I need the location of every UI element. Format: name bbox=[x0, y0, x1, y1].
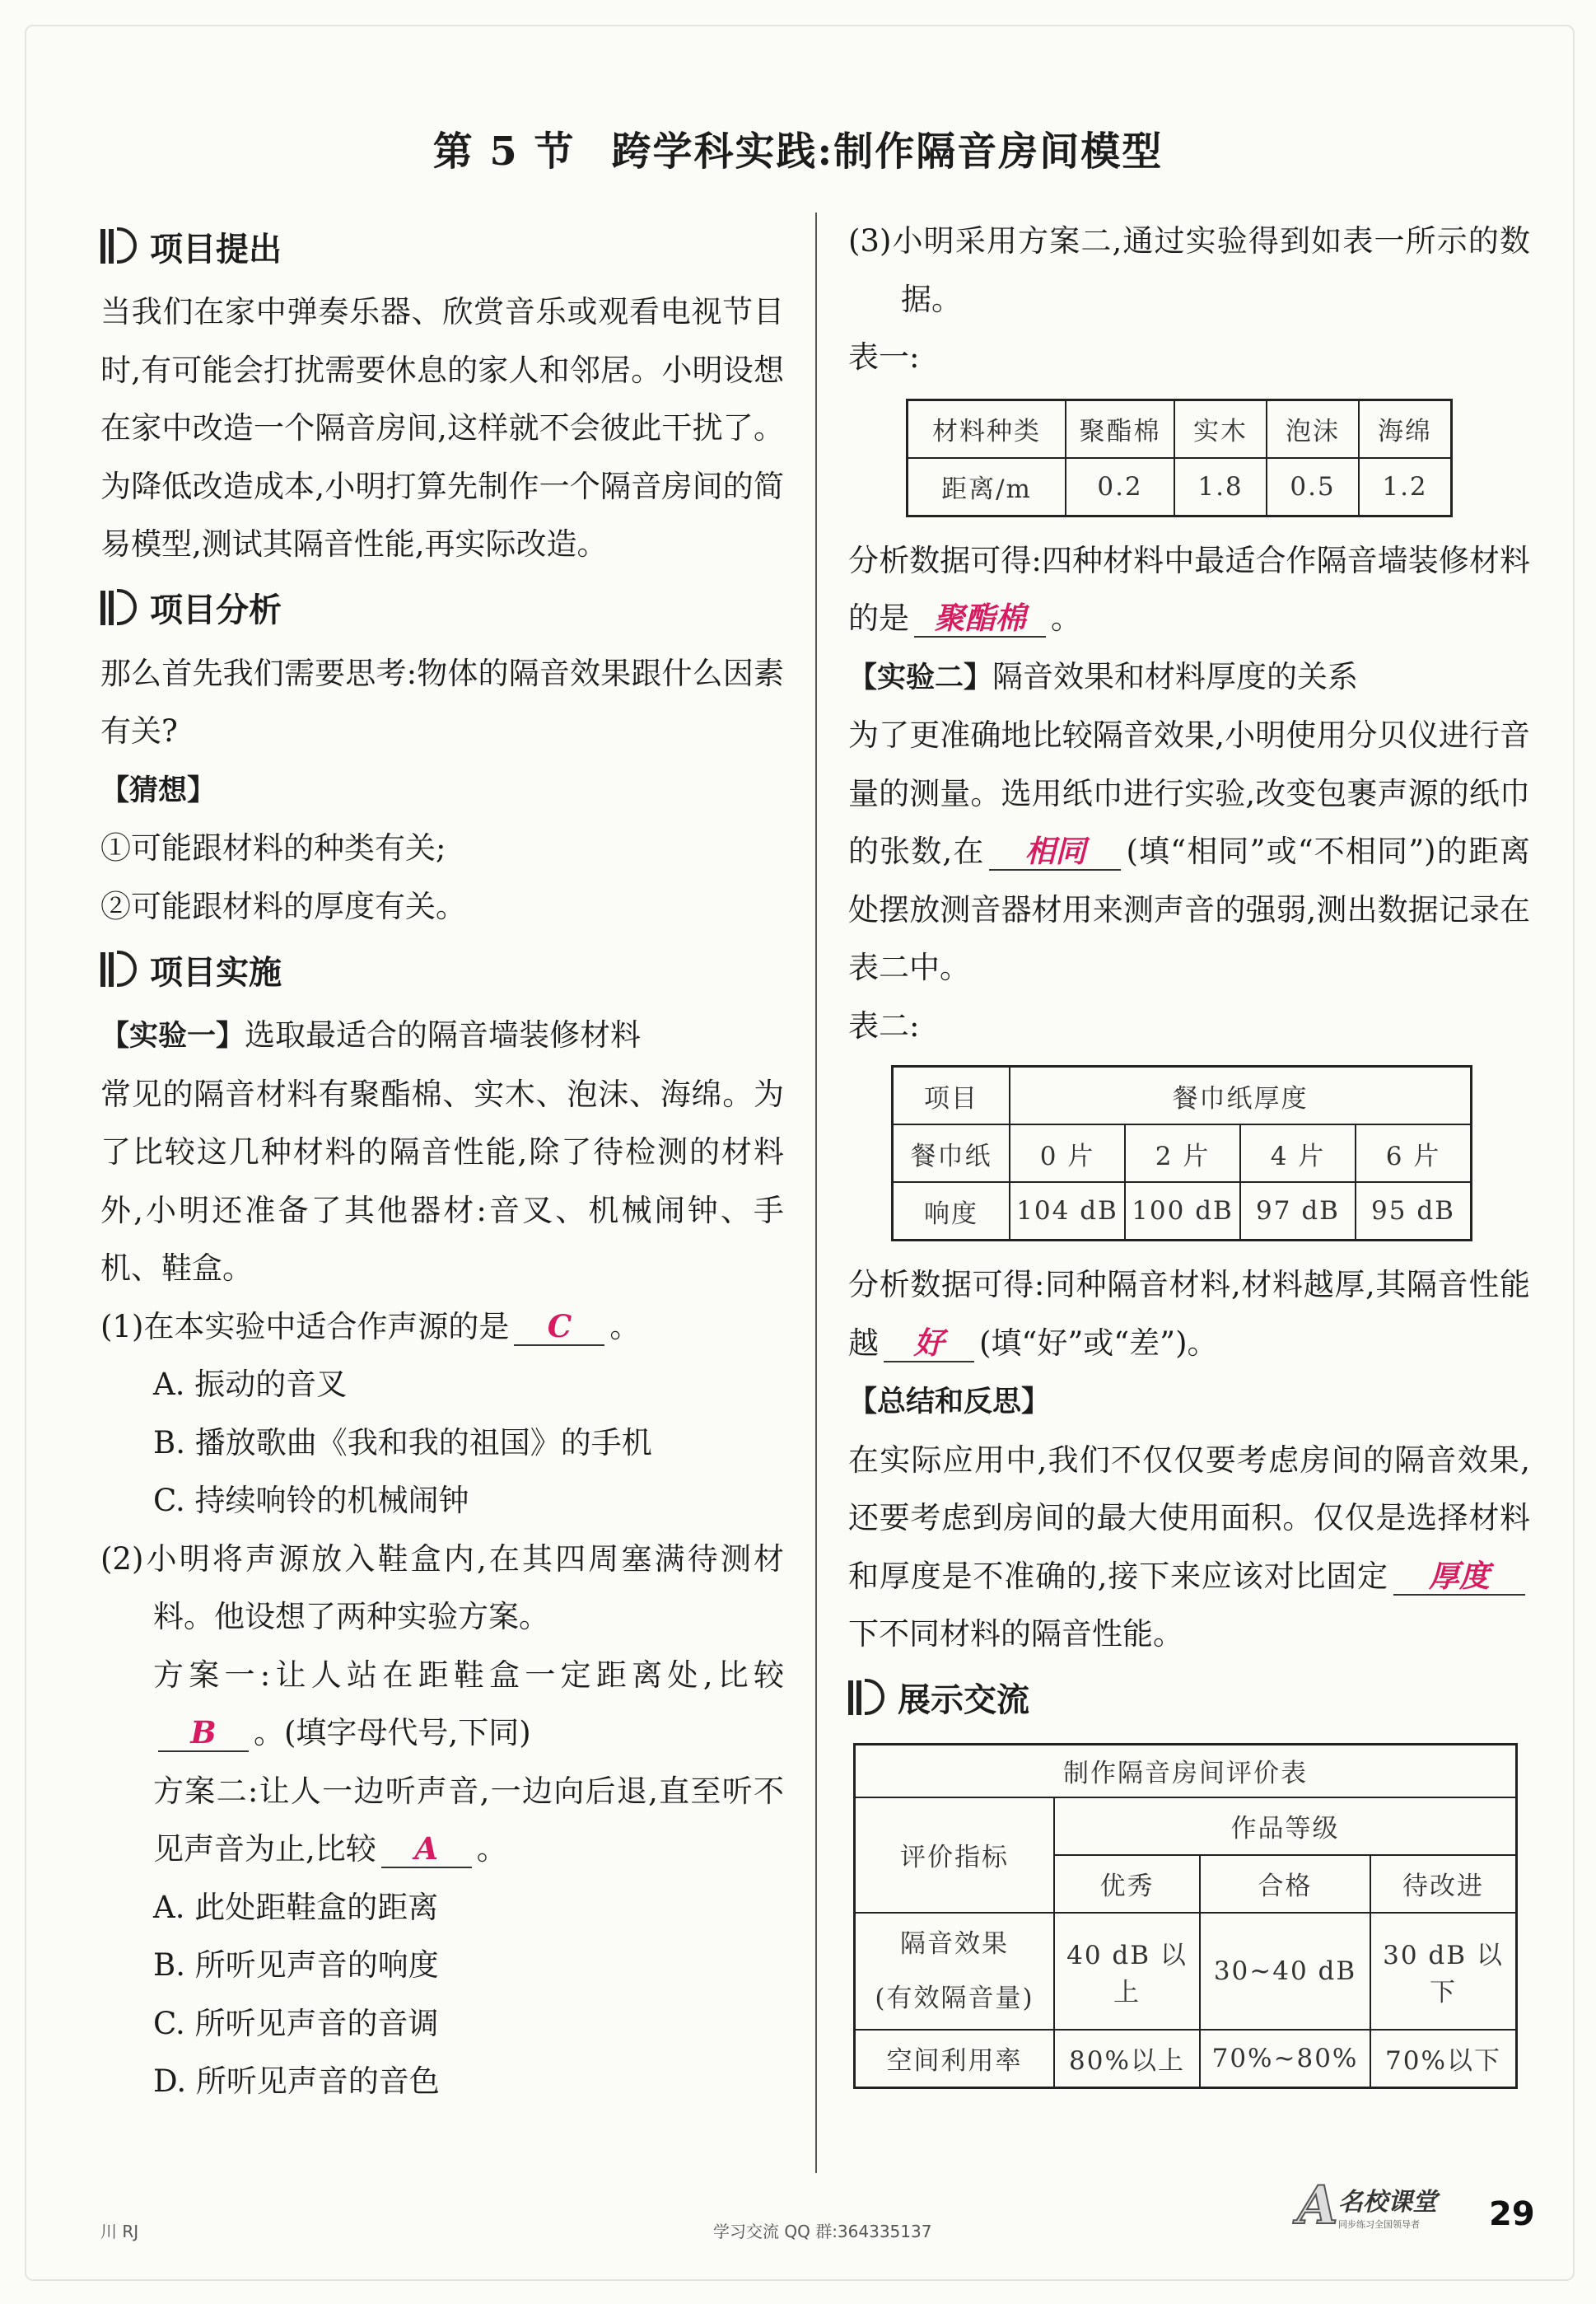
section-marker-icon bbox=[100, 226, 138, 267]
table-row: 项目 餐巾纸厚度 bbox=[893, 1067, 1472, 1125]
answer-blank: 厚度 bbox=[1393, 1558, 1525, 1596]
conclusion-1: 分析数据可得:四种材料中最适合作隔音墙装修材料的是 聚酯棉 。 bbox=[848, 542, 1530, 636]
table-row: 优秀 合格 待改进 bbox=[855, 1855, 1517, 1913]
question-1: (1)在本实验中适合作声源的是 C 。 bbox=[100, 1307, 641, 1344]
column-divider bbox=[815, 213, 817, 2173]
answer-blank: 聚酯棉 bbox=[914, 600, 1046, 638]
table-row: 制作隔音房间评价表 bbox=[855, 1744, 1517, 1797]
analysis-paragraph: 那么首先我们需要思考:物体的隔音效果跟什么因素有关? bbox=[100, 655, 784, 749]
q1-option-c: C. 持续响铃的机械闹钟 bbox=[153, 1483, 469, 1518]
table-row: 空间利用率 80%以上 70%~80% 70%以下 bbox=[855, 2030, 1517, 2088]
experiment-1-text: 常见的隔音材料有聚酯棉、实木、泡沫、海绵。为了比较这几种材料的隔音性能,除了待检测的材料外,小明还准备了其他器材:音叉、机械闹钟、手机、鞋盒。 bbox=[100, 1076, 784, 1286]
section-marker-icon bbox=[100, 949, 138, 990]
experiment-1-title: 【实验一】选取最适合的隔音墙装修材料 bbox=[100, 1017, 642, 1053]
q2-option-a: A. 此处距鞋盒的距离 bbox=[153, 1889, 439, 1925]
table-row: 距离/m 0.2 1.8 0.5 1.2 bbox=[908, 458, 1452, 516]
q1-option-a: A. 振动的音叉 bbox=[153, 1367, 348, 1402]
table-row: 材料种类 聚酯棉 实木 泡沫 海绵 bbox=[908, 400, 1452, 458]
table-row: 餐巾纸 0 片 2 片 4 片 6 片 bbox=[893, 1124, 1472, 1182]
table-row: 评价指标 作品等级 bbox=[855, 1797, 1517, 1855]
q2-option-c: C. 所听见声音的音调 bbox=[153, 2005, 439, 2041]
table-2-label: 表二: bbox=[848, 1007, 920, 1044]
logo-icon: A bbox=[1297, 2175, 1338, 2236]
intro-paragraph: 当我们在家中弹奏乐器、欣赏音乐或观看电视节目时,有可能会打扰需要休息的家人和邻居。小明设想在家中改造一个隔音房间,这样就不会彼此干扰了。为降低改造成本,小明打算先制作一个隔音房间的简易模型,测试其隔音性能,再实际改造。 bbox=[100, 294, 784, 562]
page-number: 29 bbox=[1489, 2195, 1535, 2233]
heading-project-analysis: 项目分析 bbox=[100, 577, 784, 638]
section-marker-icon bbox=[848, 1677, 886, 1718]
section-number: 第 5 节 bbox=[432, 129, 576, 175]
summary-text: 在实际应用中,我们不仅仅要考虑房间的隔音效果,还要考虑到房间的最大使用面积。仅仅是选择材料和厚度是不准确的,接下来应该对比固定 厚度下不同材料的隔音性能。 bbox=[848, 1442, 1530, 1652]
heading-project-proposal: 项目提出 bbox=[100, 216, 784, 277]
plan-1: 方案一:让人站在距鞋盒一定距离处,比较B 。(填字母代号,下同) bbox=[153, 1657, 784, 1750]
publisher-logo: A 名校课堂 同步练习全国领导者 bbox=[1297, 2175, 1437, 2236]
left-column bbox=[100, 213, 784, 2111]
answer-blank: C bbox=[514, 1308, 604, 1346]
question-3: (3)小明采用方案二,通过实验得到如表一所示的数据。 bbox=[848, 223, 1530, 317]
q1-option-b: B. 播放歌曲《我和我的祖国》的手机 bbox=[153, 1424, 652, 1460]
answer-blank: 相同 bbox=[989, 833, 1121, 871]
guess-2: ②可能跟材料的厚度有关。 bbox=[100, 888, 466, 924]
edition-code: 川 RJ bbox=[100, 2222, 139, 2241]
experiment-2-title: 【实验二】隔音效果和材料厚度的关系 bbox=[848, 658, 1359, 694]
guess-label: 【猜想】 bbox=[100, 773, 217, 807]
question-2: (2)小明将声源放入鞋盒内,在其四周塞满待测材料。他设想了两种实验方案。 bbox=[100, 1540, 784, 1634]
answer-blank: A bbox=[381, 1830, 472, 1868]
heading-showcase: 展示交流 bbox=[848, 1667, 1530, 1728]
table-1 bbox=[906, 399, 1453, 517]
table-row: 响度 104 dB 100 dB 97 dB 95 dB bbox=[893, 1182, 1472, 1241]
section-title: 跨学科实践:制作隔音房间模型 bbox=[611, 129, 1164, 175]
heading-project-implementation: 项目实施 bbox=[100, 939, 784, 1000]
table-1-label: 表一: bbox=[848, 339, 920, 375]
table-2 bbox=[891, 1065, 1472, 1241]
answer-blank: 好 bbox=[884, 1325, 974, 1362]
table-row: 隔音效果 (有效隔音量) 40 dB 以上 30~40 dB 30 dB 以下 bbox=[855, 1913, 1517, 2030]
q2-option-d: D. 所听见声音的音色 bbox=[153, 2063, 440, 2099]
evaluation-table bbox=[853, 1743, 1518, 2089]
qq-group: 学习交流 QQ 群:364335137 bbox=[713, 2222, 932, 2241]
conclusion-2: 分析数据可得:同种隔音材料,材料越厚,其隔音性能越 好 (填“好”或“差”)。 bbox=[848, 1267, 1530, 1361]
page-title bbox=[0, 119, 1596, 176]
experiment-2-text: 为了更准确地比较隔音效果,小明使用分贝仪进行音量的测量。选用纸巾进行实验,改变包裹声源的纸巾的张数,在 相同 (填“相同”或“不相同”)的距离处摆放测音器材用来测声音的强弱,测出数据记录在表二中。 bbox=[848, 717, 1530, 985]
summary-label: 【总结和反思】 bbox=[848, 1386, 1051, 1418]
right-column bbox=[848, 213, 1530, 2089]
answer-blank: B bbox=[158, 1714, 249, 1752]
q2-option-b: B. 所听见声音的响度 bbox=[153, 1947, 439, 1983]
plan-2: 方案二:让人一边听声音,一边向后退,直至听不见声音为止,比较 A 。 bbox=[153, 1773, 784, 1867]
guess-1: ①可能跟材料的种类有关; bbox=[100, 830, 446, 866]
section-marker-icon bbox=[100, 587, 138, 629]
